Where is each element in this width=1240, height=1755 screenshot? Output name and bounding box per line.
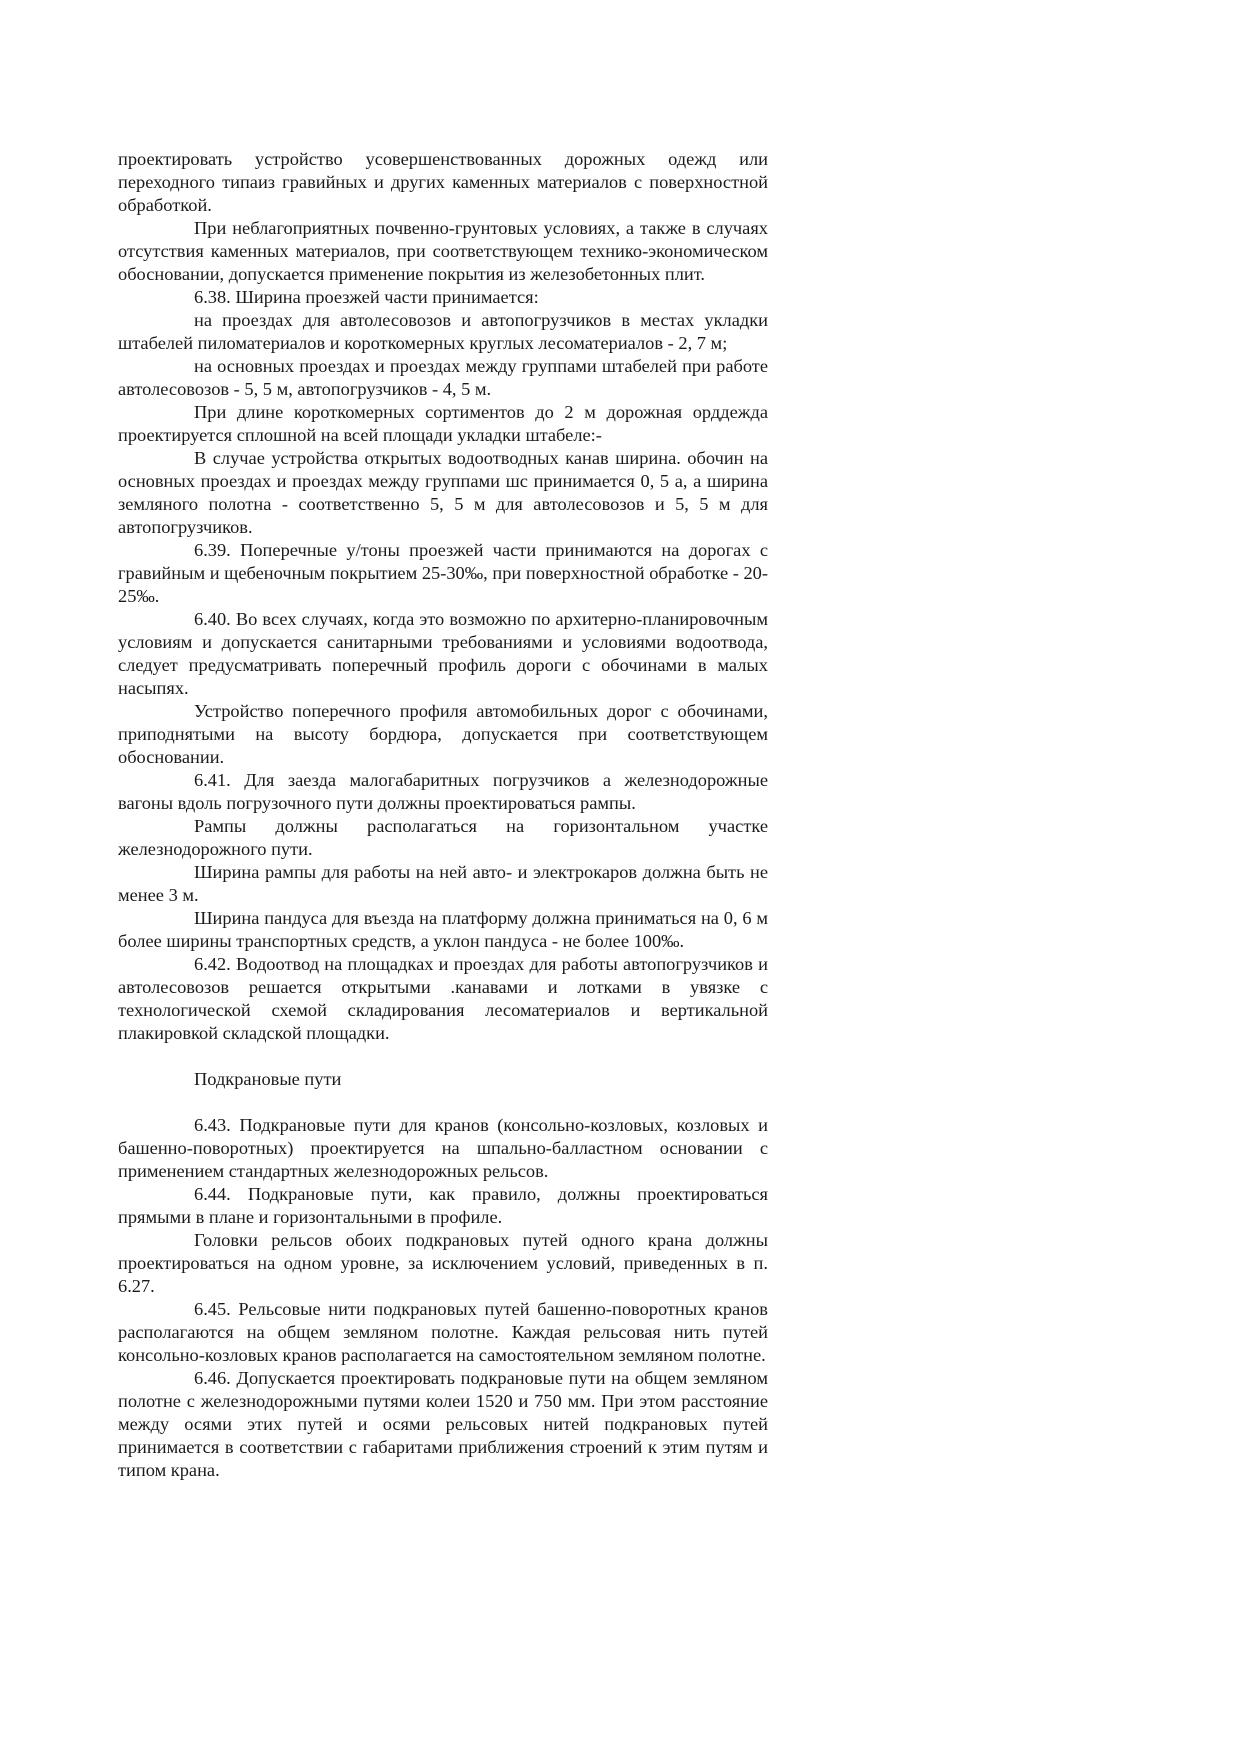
paragraph: Ширина рампы для работы на ней авто- и электрокаров должна быть не менее 3 м.	[118, 862, 768, 905]
section-heading: Подкрановые пути	[194, 1069, 342, 1089]
paragraph: Рампы должны располагаться на горизонтальном участке железнодорожного пути.	[118, 816, 768, 859]
paragraph: 6.43. Подкрановые пути для кранов (консольно-козловых, козловых и башенно-поворотных) проектируется на шпально-балластном основании с применением стандартных железнодорожных рельсов.	[118, 1115, 768, 1181]
paragraph: 6.40. Во всех случаях, когда это возможно по архитерно-планировочным условиям и допускается санитарными требованиями и условиями водоотвода, следует предусматривать поперечный профиль дороги с обочинами в малых насыпях.	[118, 609, 768, 698]
paragraph: В случае устройства открытых водоотводных канав ширина. обочин на основных проездах и проездах между группами шс принимается 0, 5 а, а ширина земляного полотна - соответственно 5, 5 м для автолесовозов и 5, 5 м для автопогрузчиков.	[118, 448, 768, 537]
paragraph: 6.38. Ширина проезжей части принимается:	[194, 287, 539, 307]
paragraph: При длине короткомерных сортиментов до 2 м дорожная орддежда проектируется сплошной на всей площади укладки штабеле:-	[118, 402, 768, 445]
paragraph: 6.45. Рельсовые нити подкрановых путей башенно-поворотных кранов располагаются на общем земляном полотне. Каждая рельсовая нить путей консольно-козловых кранов располагается на самостоятельном земляном полотне.	[118, 1299, 768, 1365]
paragraph: на проездах для автолесовозов и автопогрузчиков в местах укладки штабелей пиломатериалов и короткомерных круглых лесоматериалов - 2, 7 м;	[118, 310, 768, 353]
paragraph: 6.41. Для заезда малогабаритных погрузчиков а железнодорожные вагоны вдоль погрузочного пути должны проектироваться рампы.	[118, 770, 768, 813]
paragraphs-bottom	[118, 1114, 768, 1482]
paragraph: Ширина пандуса для въезда на платформу должна приниматься на 0, 6 м более ширины транспортных средств, а уклон пандуса - не более 100‰.	[118, 908, 768, 951]
paragraph: 6.44. Подкрановые пути, как правило, должны проектироваться прямыми в плане и горизонтальными в профиле.	[118, 1184, 768, 1227]
document-page	[118, 148, 768, 1482]
paragraph: Головки рельсов обоих подкрановых путей одного крана должны проектироваться на одном уровне, за исключением условий, приведенных в п. 6.27.	[118, 1230, 768, 1296]
paragraph: 6.46. Допускается проектировать подкрановые пути на общем земляном полотне с железнодорожными путями колеи 1520 и 750 мм. При этом расстояние между осями этих путей и осями рельсовых нитей подкрановых путей принимается в соответствии с габаритами приближения строений к этим путям и типом крана.	[118, 1368, 768, 1480]
paragraph: на основных проездах и проездах между группами штабелей при работе автолесовозов - 5, 5 м, автопогрузчиков - 4, 5 м.	[118, 356, 768, 399]
paragraph: Устройство поперечного профиля автомобильных дорог с обочинами, приподнятыми на высоту бордюра, допускается при соответствующем обосновании.	[118, 701, 768, 767]
paragraph: 6.39. Поперечные у/тоны проезжей части принимаются на дорогах с гравийным и щебеночным покрытием 25-30‰, при поверхностной обработке - 20-25‰.	[118, 540, 768, 606]
paragraph: При неблагоприятных почвенно-грунтовых условиях, а также в случаях отсутствия каменных материалов, при соответствующем технико-экономическом обосновании, допускается применение покрытия из железобетонных плит.	[118, 218, 768, 284]
paragraphs-top	[118, 148, 768, 1045]
paragraph: 6.42. Водоотвод на площадках и проездах для работы автопогрузчиков и автолесовозов решается открытыми .канавами и лотками в увязке с технологической схемой складирования лесоматериалов и вертикальной плакировкой складской площадки.	[118, 954, 768, 1043]
paragraph: проектировать устройство усовершенствованных дорожных одежд или переходного типаиз гравийных и других каменных материалов с поверхностной обработкой.	[118, 149, 768, 215]
